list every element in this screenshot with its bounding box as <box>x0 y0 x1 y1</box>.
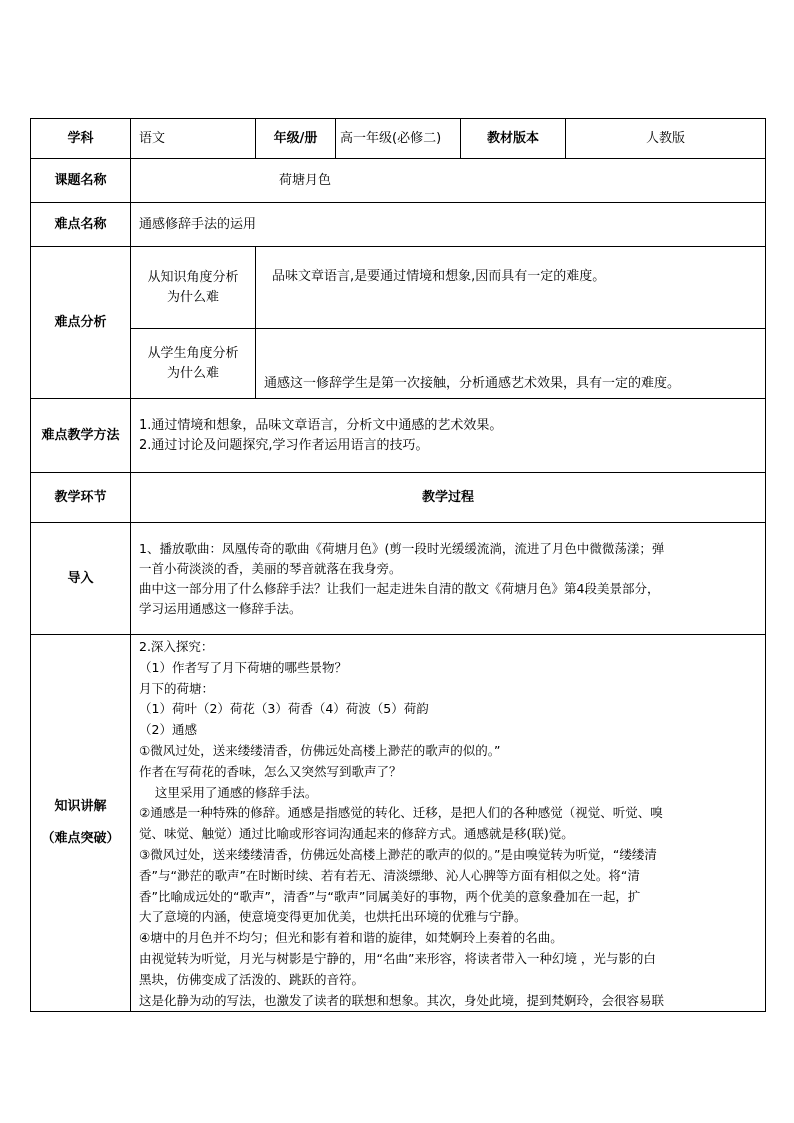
intro-label: 导入 <box>31 523 131 635</box>
difficulty-row <box>31 203 766 247</box>
knowledge-line: （1）荷叶（2）荷花（3）荷香（4）荷波（5）荷韵 <box>139 701 429 717</box>
knowledge-line: 这里采用了通感的修辞手法。 <box>139 784 318 800</box>
subject-label: 学科 <box>31 119 131 159</box>
textbook-label: 教材版本 <box>461 119 566 159</box>
subject-value: 语文 <box>131 119 256 159</box>
process-header-value: 教学过程 <box>131 473 766 523</box>
intro-line-2: 一首小荷淡淡的香，美丽的琴音就落在我身旁。 <box>139 560 402 576</box>
topic-label: 课题名称 <box>31 159 131 203</box>
process-header-row <box>31 473 766 523</box>
knowledge-line: 觉、味觉、触觉）通过比喻或形容词沟通起来的修辞方式。通感就是移(联)觉。 <box>139 826 574 842</box>
intro-line-1: 1、播放歌曲：凤凰传奇的歌曲《荷塘月色》(剪一段时光缓缓流淌，流进了月色中微微荡漾；弹 <box>139 540 665 556</box>
student-angle-label <box>131 329 256 399</box>
analysis-knowledge-row <box>31 247 766 329</box>
student-angle-line-2: 为什么难 <box>166 365 219 381</box>
method-line-1: 1.通过情境和想象，品味文章语言，分析文中通感的艺术效果。 <box>139 417 503 433</box>
grade-label: 年级/册 <box>256 119 336 159</box>
textbook-value: 人教版 <box>566 119 766 159</box>
knowledge-line: 2.深入探究： <box>139 639 214 654</box>
knowledge-line: 这是化静为动的写法，也激发了读者的联想和想象。其次，身处此境，提到梵婀玲，会很容易联 <box>139 992 665 1008</box>
intro-row <box>31 523 766 635</box>
knowledge-line: 香”与“渺茫的歌声”在时断时续、若有若无、清淡缥缈、沁人心脾等方面有相似之处。将“清 <box>139 867 640 883</box>
knowledge-angle-label <box>131 247 256 329</box>
knowledge-row <box>31 635 766 1012</box>
knowledge-label: 知识讲解 <box>54 799 107 815</box>
intro-text <box>131 523 766 635</box>
knowledge-line: 黑块，仿佛变成了活泼的、跳跃的音符。 <box>139 971 365 987</box>
grade-value: 高一年级(必修二) <box>336 119 461 159</box>
method-row <box>31 399 766 473</box>
student-angle-text: 通感这一修辞学生是第一次接触，分析通感艺术效果，具有一定的难度。 <box>256 329 766 399</box>
knowledge-line: ④塘中的月色并不均匀；但光和影有着和谐的旋律，如梵婀玲上奏着的名曲。 <box>139 930 563 946</box>
knowledge-sublabel: （难点突破） <box>41 831 120 847</box>
knowledge-line: 作者在写荷花的香味，怎么又突然写到歌声了？ <box>139 763 402 779</box>
method-line-2: 2.通过讨论及问题探究,学习作者运用语言的技巧。 <box>139 437 429 453</box>
method-label: 难点教学方法 <box>31 399 131 473</box>
knowledge-line: 大了意境的内涵，使意境变得更加优美，也烘托出环境的优雅与宁静。 <box>139 909 527 925</box>
knowledge-line: 月下的荷塘： <box>139 680 215 696</box>
knowledge-line: ①微风过处，送来缕缕清香，仿佛远处高楼上渺茫的歌声的似的。” <box>139 742 501 758</box>
knowledge-angle-line-2: 为什么难 <box>166 289 219 305</box>
difficulty-value: 通感修辞手法的运用 <box>131 203 766 247</box>
knowledge-line: ③微风过处，送来缕缕清香，仿佛远处高楼上渺茫的歌声的似的。”是由嗅觉转为听觉，“缕缕清 <box>139 846 657 862</box>
knowledge-line: 由视觉转为听觉，月光与树影是宁静的，用“名曲”来形容，将读者带入一种幻境 ，光与影的白 <box>139 950 656 966</box>
intro-line-3: 曲中这一部分用了什么修辞手法？让我们一起走进朱自清的散文《荷塘月色》第4段美景部分， <box>139 580 660 596</box>
knowledge-line: （2）通感 <box>139 722 197 738</box>
difficulty-label: 难点名称 <box>31 203 131 247</box>
lesson-plan-table <box>30 118 766 1012</box>
method-text <box>131 399 766 473</box>
header-row <box>31 119 766 159</box>
knowledge-text <box>131 635 766 1012</box>
analysis-label: 难点分析 <box>31 247 131 399</box>
knowledge-label-cell <box>31 635 131 1012</box>
knowledge-angle-line-1: 从知识角度分析 <box>147 269 239 285</box>
topic-value: 荷塘月色 <box>131 159 766 203</box>
knowledge-line: （1）作者写了月下荷塘的哪些景物？ <box>139 659 347 675</box>
analysis-student-row <box>31 329 766 399</box>
topic-row <box>31 159 766 203</box>
knowledge-angle-text: 品味文章语言,是要通过情境和想象,因而具有一定的难度。 <box>256 247 766 329</box>
knowledge-line: ②通感是一种特殊的修辞。通感是指感觉的转化、迁移，是把人们的各种感觉（视觉、听觉、嗅 <box>139 805 663 821</box>
student-angle-line-1: 从学生角度分析 <box>147 345 239 361</box>
knowledge-line: 香”比喻成远处的“歌声”，清香”与“歌声”同属美好的事物，两个优美的意象叠加在一起，扩 <box>139 888 641 904</box>
process-step-label: 教学环节 <box>31 473 131 523</box>
intro-line-4: 学习运用通感这一修辞手法。 <box>139 600 302 616</box>
